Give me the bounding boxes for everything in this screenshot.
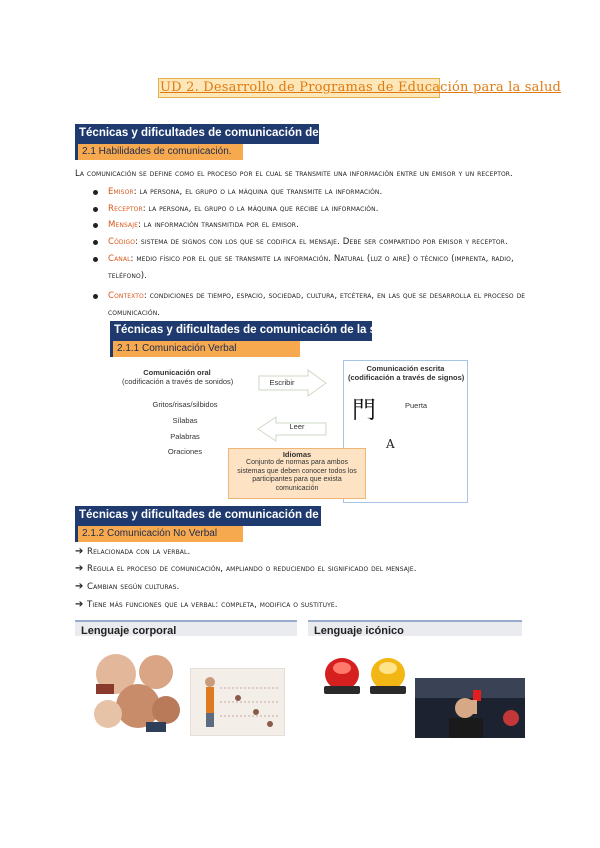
definition-text: : la persona, el grupo o la máquina que transmite la información. (133, 187, 383, 197)
idiomas-title: Idiomas (282, 450, 312, 459)
kanji-glyph: 門 (352, 396, 376, 424)
oral-title-text: Comunicación oral (143, 368, 211, 377)
definition-term: Código (108, 237, 136, 247)
arrow-right-icon: ➔ (75, 546, 84, 557)
oral-subtitle: (codificación a través de sonidos) (122, 377, 234, 386)
definition-continuation: teléfono). (108, 271, 148, 281)
written-title: Comunicación escrita (366, 364, 445, 373)
arrow-right-icon: ➔ (75, 599, 84, 610)
definition-item (108, 220, 299, 230)
definition-item (108, 291, 525, 301)
nonverbal-item: Relacionada con la verbal. (87, 547, 191, 557)
bullet-dot (93, 294, 98, 299)
referee-red-card-photo (415, 678, 525, 738)
definition-item (108, 237, 508, 247)
card-lenguaje-iconico-title: Lenguaje icónico (308, 620, 522, 636)
definition-item (108, 204, 379, 214)
definition-term: Contexto (108, 291, 144, 301)
definition-text: : sistema de signos con los que se codifica el mensaje. Debe ser compartido por emisor y receptor. (135, 237, 508, 247)
arrow-right-icon: ➔ (75, 563, 84, 574)
oral-item: Sílabas (172, 416, 198, 425)
definition-item (108, 187, 382, 197)
definition-term: Emisor (108, 187, 134, 197)
section-banner-3: Técnicas y dificultades de comunicación de la salud (75, 506, 321, 526)
definition-term: Receptor (108, 204, 143, 214)
definition-text: : condiciones de tiempo, espacio, sociedad, cultura, etcétera, en las que se desarrolla el proceso de (143, 291, 526, 301)
bullet-dot (93, 240, 98, 245)
subsection-banner-1: 2.1 Habilidades de comunicación. (75, 144, 243, 160)
subsection-banner-3: 2.1.2 Comunicación No Verbal (75, 526, 243, 542)
card-lenguaje-corporal-title: Lenguaje corporal (75, 620, 297, 636)
puerta-label: Puerta (405, 401, 428, 410)
bullet-dot (93, 190, 98, 195)
written-subtitle: (codificación a través de signos) (348, 373, 465, 382)
definition-term: Canal (108, 254, 131, 264)
definition-item (108, 254, 514, 264)
document-title: UD 2. Desarrollo de Programas de Educación para la salud (160, 80, 562, 95)
definition-continuation: comunicación. (108, 308, 161, 318)
oral-item: Gritos/risas/silbidos (152, 400, 218, 409)
section-banner-1: Técnicas y dificultades de comunicación de la salud (75, 124, 319, 144)
stick-figures-photo (190, 668, 285, 736)
definition-text: : la persona, el grupo o la máquina que recibe la información. (142, 204, 379, 214)
nonverbal-item: Cambian según culturas. (87, 582, 180, 592)
definition-text: : la información transmitida por el emisor. (137, 220, 299, 230)
oral-item: Palabras (170, 432, 200, 441)
bullet-dot (93, 207, 98, 212)
oral-item: Oraciones (167, 447, 203, 456)
idiomas-text: Conjunto de normas para ambos sistemas que deben conocer todos los participantes para que exista comunicación (237, 459, 357, 492)
nonverbal-item: Tiene más funciones que la verbal: completa, modifica o sustituye. (87, 600, 338, 610)
nonverbal-item: Regula el proceso de comunicación, ampliando o reduciendo el significado del mensaje. (87, 564, 417, 574)
arrow-right-icon: ➔ (75, 581, 84, 592)
oral-title (122, 368, 232, 377)
definition-text: : medio físico por el que se transmite la información. Natural (luz o aire) o técnico (imprenta, radio, (130, 254, 514, 264)
definition-term: Mensaje (108, 220, 138, 230)
leer-label: Leer (289, 422, 305, 431)
siren-lights-photo (320, 652, 412, 698)
gestures-photo (86, 644, 186, 739)
communication-diagram (110, 360, 470, 505)
letter-a: A (386, 437, 395, 451)
section-banner-2: Técnicas y dificultades de comunicación de la salud (110, 321, 372, 341)
subsection-banner-2: 2.1.1 Comunicación Verbal (110, 341, 300, 357)
escribir-label: Escribir (269, 378, 295, 387)
bullet-dot (93, 257, 98, 262)
bullet-dot (93, 223, 98, 228)
intro-paragraph: La comunicación se define como el proceso por el cual se transmite una información entre un emisor y un receptor. (75, 169, 513, 179)
